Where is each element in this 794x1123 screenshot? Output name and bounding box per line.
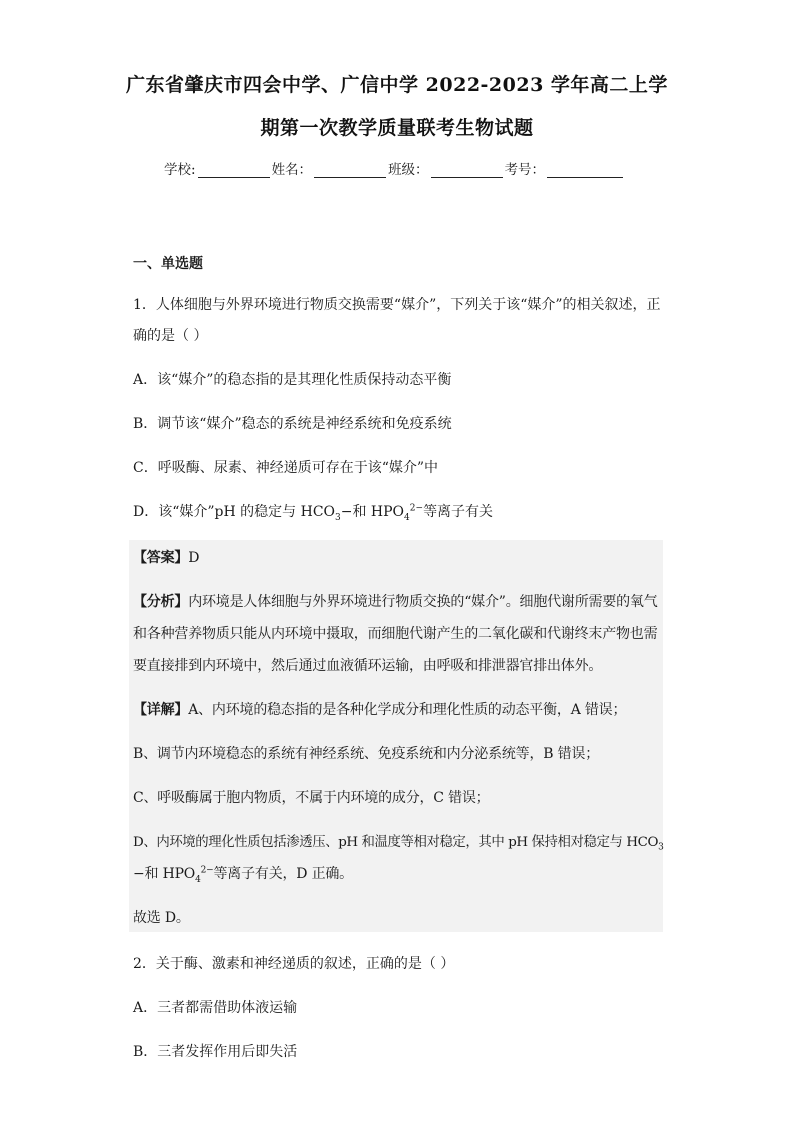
conclusion-line: 故选 D。 (133, 910, 190, 926)
q2-option-a: A．三者都需借助体液运输 (133, 1000, 298, 1016)
analysis-label: 【分析】 (133, 594, 189, 610)
q2-option-b: B．三者发挥作用后即失活 (133, 1044, 298, 1060)
detail-label: 【详解】 (133, 702, 189, 718)
exam-title-line-2: 期第一次教学质量联考生物试题 (260, 117, 534, 139)
class-blank (431, 163, 503, 178)
exam-no-label: 考号： (504, 162, 546, 178)
answer-line (133, 547, 199, 567)
analysis-line-1: 【分析】内环境是人体细胞与外界环境进行物质交换的“媒介”。细胞代谢所需要的氧气 (133, 594, 658, 610)
detail-line-d-1: D、内环境的理化性质包括渗透压、pH 和温度等相对稳定，其中 pH 保持相对稳定与 $HCO_3$ (133, 835, 664, 853)
q1-stem-line-2: 确的是（ ） (133, 328, 208, 344)
q1-stem-line-1: 1．人体细胞与外界环境进行物质交换需要“媒介”，下列关于该“媒介”的相关叙述，正 (133, 297, 661, 313)
detail-line-b: B、调节内环境稳态的系统有神经系统、免疫系统和内分泌系统等，B 错误； (133, 746, 600, 762)
detail-line-d-2: −和 $HPO_4^{2-}$等离子有关，D 正确。 (133, 865, 353, 885)
analysis-line-2: 和各种营养物质只能从内环境中摄取，而细胞代谢产生的二氧化碳和代谢终末产物也需 (133, 626, 658, 642)
answer-value: D (188, 550, 200, 566)
school-blank (198, 163, 270, 178)
detail-line-a: 【详解】A、内环境的稳态指的是各种化学成分和理化性质的动态平衡，A 错误； (133, 702, 627, 718)
name-label: 姓名： (271, 162, 313, 178)
q1-option-a: A．该“媒介”的稳态指的是其理化性质保持动态平衡 (133, 372, 452, 388)
student-info-line (164, 158, 625, 178)
name-blank (314, 163, 386, 178)
class-label: 班级： (388, 162, 429, 178)
q1-option-c: C．呼吸酶、尿素、神经递质可存在于该“媒介”中 (133, 460, 439, 476)
exam-title-line-1: 广东省肇庆市四会中学、广信中学 2022-2023 学年高二上学 (126, 74, 668, 96)
section-heading: 一、单选题 (133, 256, 203, 272)
exam-no-blank (547, 163, 623, 178)
q1-option-d: D．该“媒介”pH 的稳定与 $HCO_3-$和 $HPO_4^{2-}$等离子有关 (133, 503, 494, 523)
q2-stem: 2．关于酶、激素和神经递质的叙述，正确的是（ ） (133, 956, 455, 972)
analysis-line-3: 要直接排到内环境中，然后通过血液循环运输，由呼吸和排泄器官排出体外。 (133, 658, 603, 674)
school-label: 学校: (164, 162, 196, 178)
q1-option-b: B．调节该“媒介”稳态的系统是神经系统和免疫系统 (133, 416, 452, 432)
answer-label: 【答案】 (133, 550, 189, 566)
detail-line-c: C、呼吸酶属于胞内物质，不属于内环境的成分，C 错误； (133, 790, 490, 806)
